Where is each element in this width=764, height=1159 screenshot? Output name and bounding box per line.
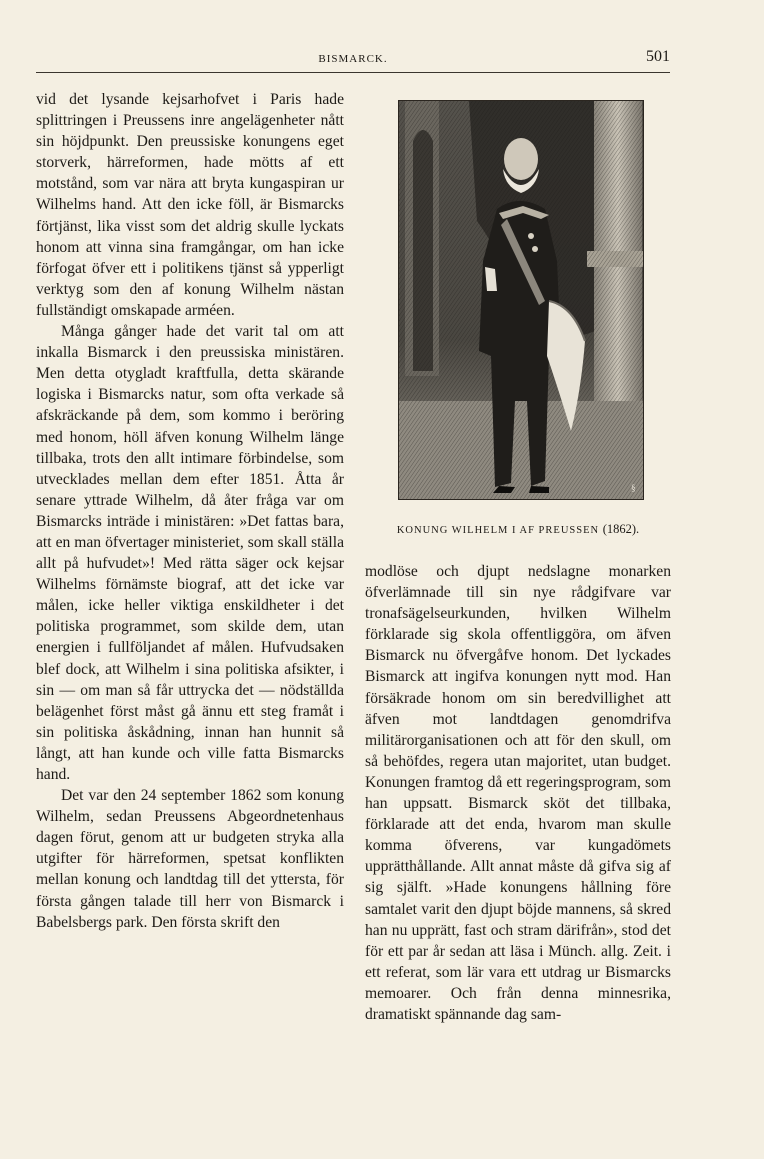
right-text-column [365, 561, 671, 1025]
caption-text: KONUNG WILHELM I AF PREUSSEN [396, 525, 600, 536]
header-rule [36, 72, 670, 73]
portrait-engraving [398, 100, 644, 500]
engraver-monogram: § [631, 483, 636, 493]
caption-year: (1862). [602, 522, 640, 536]
figure-caption [365, 522, 671, 537]
left-text-column [36, 89, 344, 933]
page-number: 501 [646, 48, 670, 65]
paragraph: modlöse och djupt nedslagne monarken öfverlämnade till sin nye rådgifvare var tronafsägelseurkunden, hvilken Wilhelm förklarade sig skola offentliggöra, om äfven Bismarck nu öfvergåfve honom. Det lyckades Bismarck att ingifva konungen nytt mod. Han försäkrade honom om sin beredvillighet att äfven mot landtdagen genomdrifva militärorganisationen och att för den skull, om så behöfdes, regera utan majoritet, utan budget. Konungen framtog då ett regeringsprogram, som han uppsatt. Bismarck sköt det tillbaka, förklarade att det enda, hvarom man skulle komma öfverens, var kungadömets upprätthållande. Allt annat måste då gifva sig af sig själft. »Hade konungens hållning före samtalet varit den djupt böjde mannens, så skred han nu upprätt, fast och stram därifrån», stod det för ett par år sedan att läsa i Münch. allg. Zeit. i ett referat, som lär vara ett utdrag ur Bismarcks memoarer. Och från denna minnesrika, dramatiskt spännande dag sam- [365, 563, 671, 1023]
paragraph: vid det lysande kejsarhofvet i Paris hade splittringen i Preussens inre angelägenheter nått sin höjdpunkt. Den preussiske konungens eget storverk, härreformen, hade mötts af ett motstånd, som var nära att bryta kungaspiran ur Wilhelms hand. Att den icke föll, är Bismarcks förtjänst, lika visst som det aldrig skulle lyckats honom att vinna sina framgångar, om han icke förfogat öfver ett i politikens tjänst så ypperligt verktyg som den af konung Wilhelm nästan fullständigt omskapade arméen. [36, 91, 344, 319]
paragraph: Det var den 24 september 1862 som konung Wilhelm, sedan Preussens Abgeordnetenhaus dagen förut, genom att ur budgeten stryka alla utgifter för härreformen, spetsat konflikten mellan konung och landtdag till det yttersta, för första gången talade till herr von Bismarck i Babelsbergs park. Den första skrift den [36, 787, 344, 931]
running-head [36, 48, 670, 70]
running-title: BISMARCK. [318, 53, 388, 65]
paragraph: Många gånger hade det varit tal om att inkalla Bismarck i den preussiska ministären. Men detta otygladt kraftfulla, detta skärande logiska i Bismarcks natur, som ofta verkade så afskräckande på dem, som kommo i beröring med honom, höll äfven konung Wilhelm länge tillbaka, trots den allt intimare förbindelse, som utvecklades mellan dem efter 1851. Åtta år senare yttrade Wilhelm, då åter fråga var om Bismarcks inträde i ministären: »Det fattas bara, att en man öfvertager ministeriet, som skall ställa allt på hufvudet»! Med rätta säger ock kejsar Wilhelms förnämste biograf, att det icke var målen, icke heller viktiga enskildheter i det politiska programmet, som skilde dem, utan energien i fullföljandet af målen. Hufvudsaken blef dock, att Wilhelm i sina politiska afsikter, i sin — om man så får uttrycka det — nödställda belägenhet först måst gå ännu ett steg framåt i sin politiska åskådning, innan han hunnit så långt, att han kunde och ville fatta Bismarcks hand. [36, 323, 344, 783]
portrait-illustration [399, 101, 643, 499]
